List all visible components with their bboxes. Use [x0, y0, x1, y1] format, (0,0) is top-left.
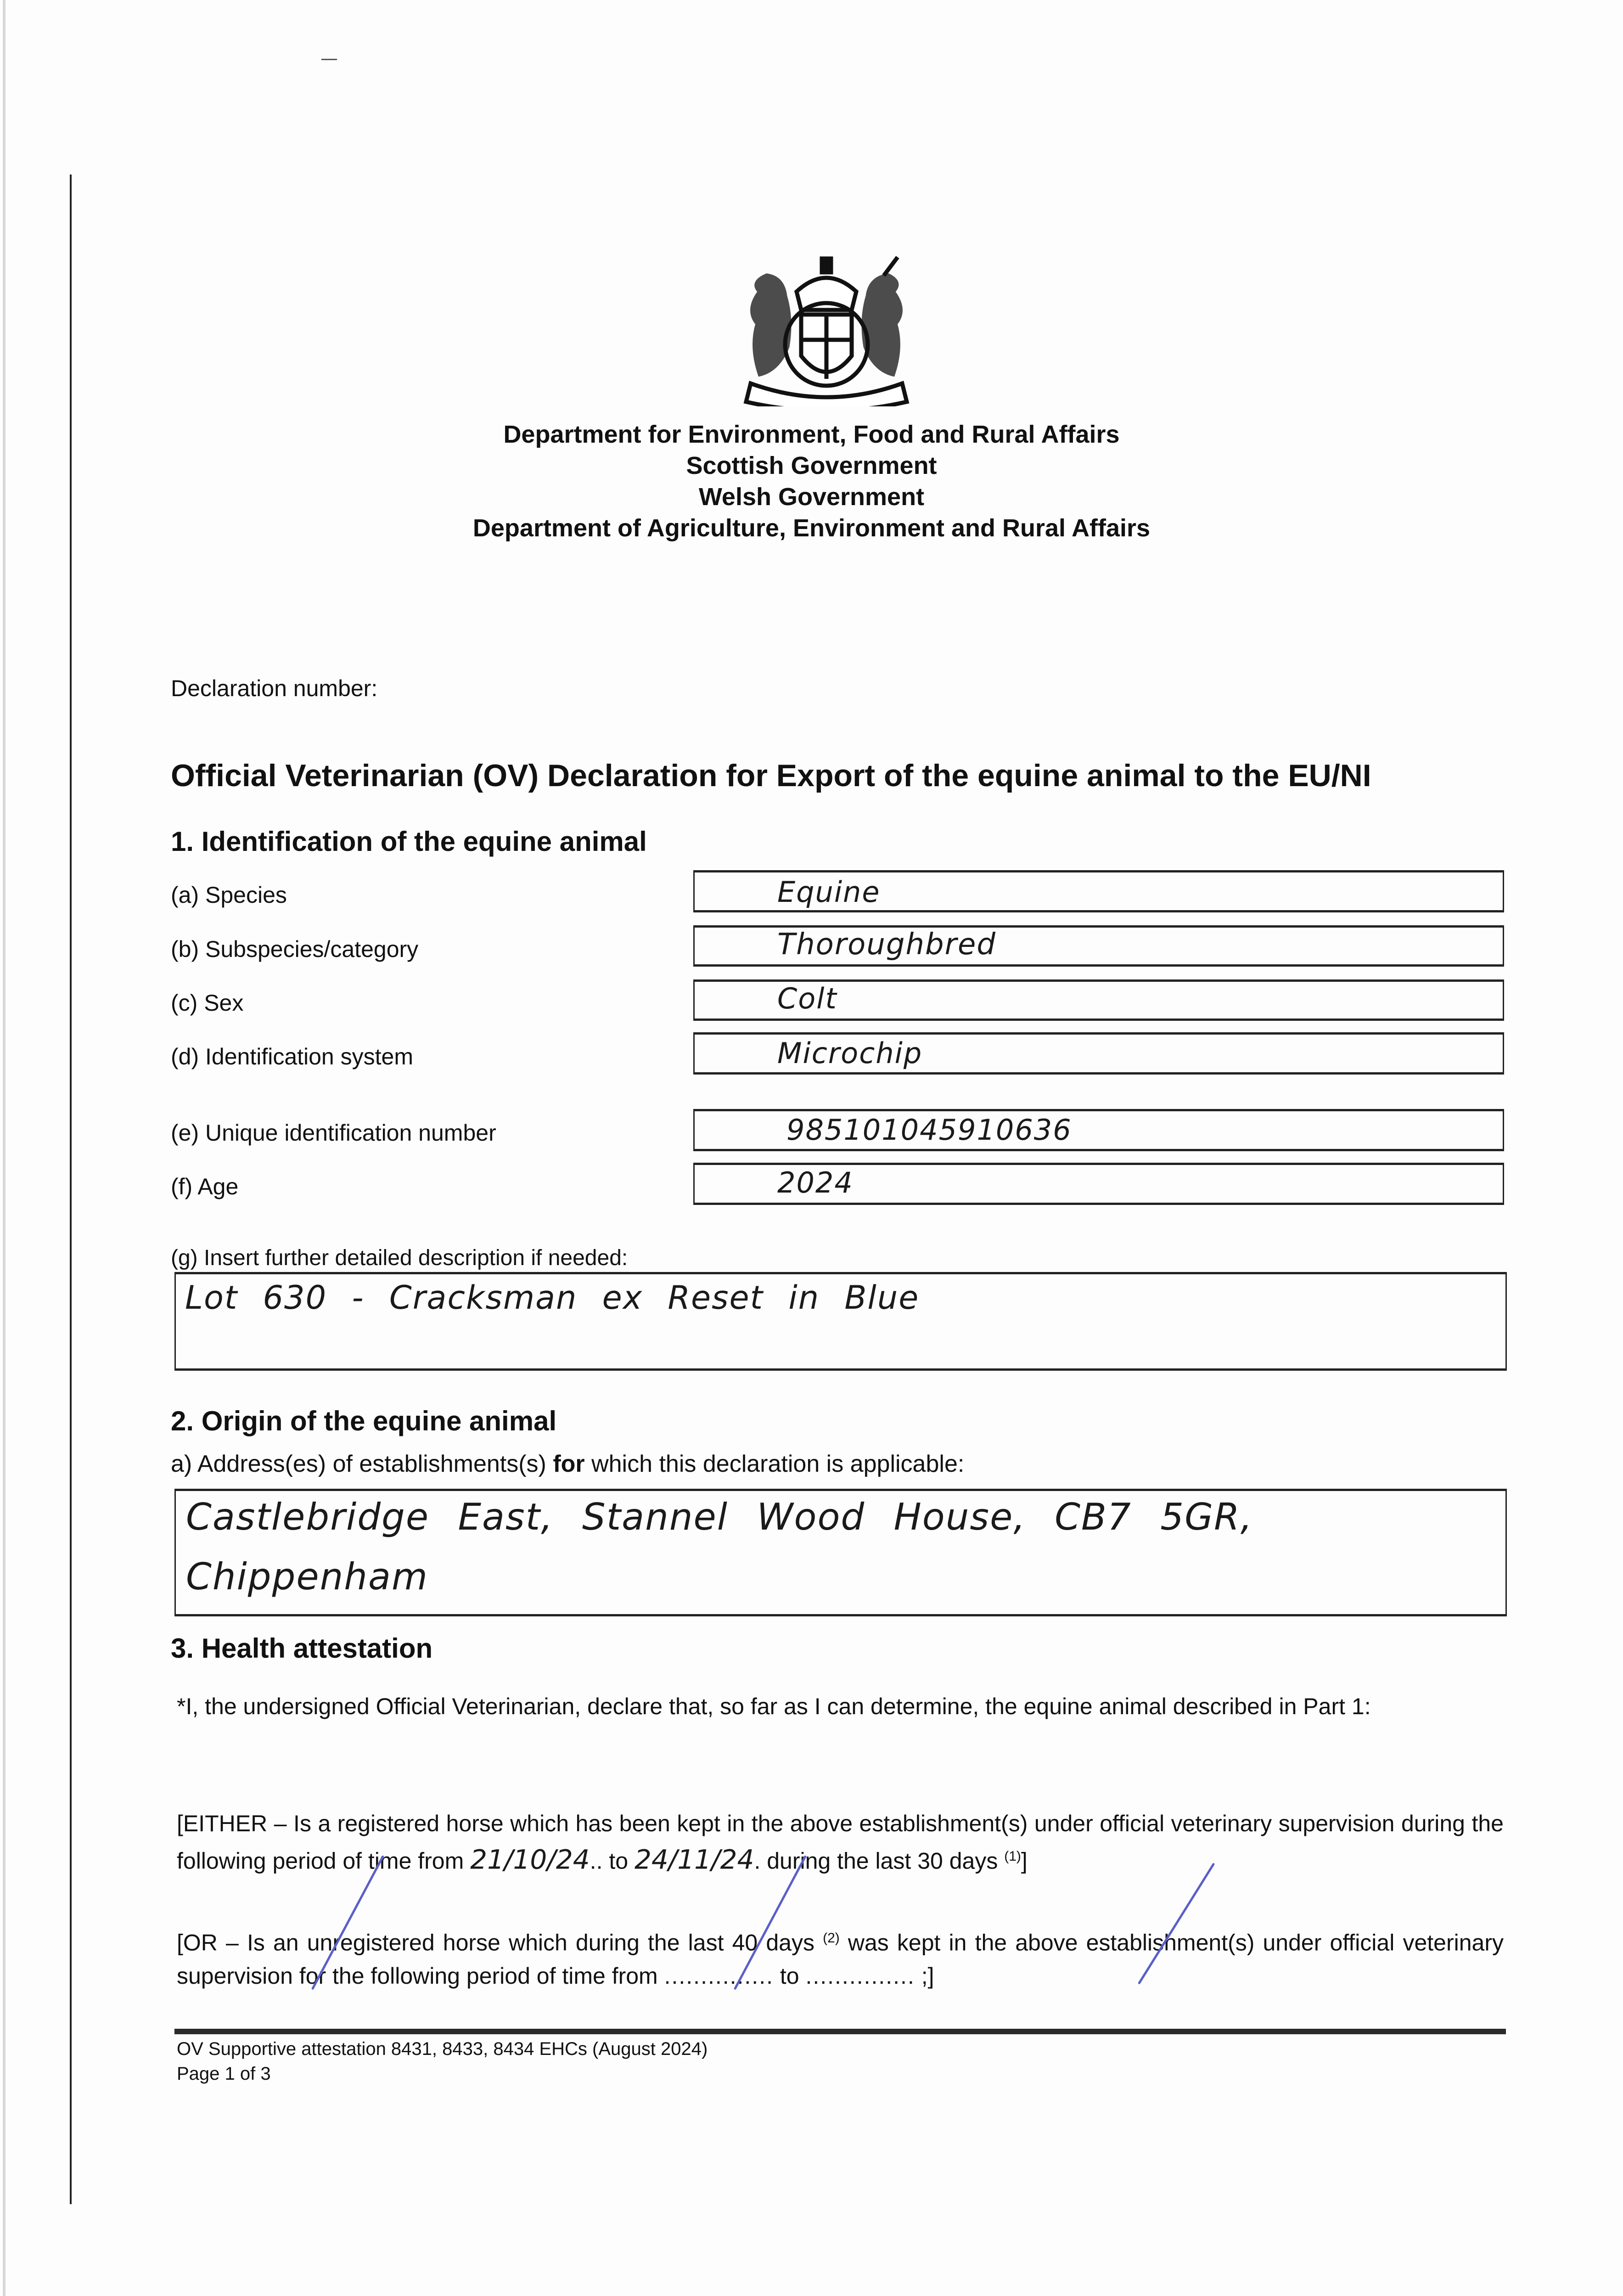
- either-text: [EITHER – Is a registered horse which has been kept in the above establishment(s) under official veterinary supervision during the following period of time from: [177, 1811, 1504, 1874]
- department-daera: Department of Agriculture, Environment and Rural Affairs: [472, 514, 1151, 542]
- section-1-title: 1. Identification of the equine animal: [171, 826, 647, 857]
- field-uid[interactable]: [693, 1109, 1504, 1151]
- field-subspecies[interactable]: [693, 925, 1504, 967]
- either-from-date[interactable]: 21/10/24: [470, 1844, 590, 1875]
- scan-mark: [321, 59, 337, 60]
- royal-coat-of-arms-icon: [732, 255, 921, 406]
- or-text-2: was kept in the above establishment(s) under official veterinary supervision for the following period of time from: [177, 1930, 1504, 1989]
- field-sex-value: Colt: [777, 982, 837, 1015]
- page-number: Page 1 of 3: [177, 2064, 271, 2084]
- address-label: [171, 1450, 964, 1478]
- field-species[interactable]: [693, 870, 1504, 912]
- address-label-pre: a) Address(es) of establishments(s): [171, 1451, 553, 1477]
- address-line-1: Castlebridge East, Stannel Wood House, CB7 5GR,: [186, 1496, 1253, 1538]
- footer: [177, 2037, 708, 2086]
- or-clause: [177, 1922, 1504, 1992]
- description-field[interactable]: [174, 1272, 1507, 1371]
- either-close: ]: [1021, 1848, 1028, 1874]
- scan-edge: [3, 0, 6, 2296]
- department-list: [0, 419, 1623, 544]
- footnote-1: (1): [1004, 1849, 1021, 1864]
- section-2-title: 2. Origin of the equine animal: [171, 1406, 557, 1436]
- field-label-sex: (c) Sex: [171, 990, 244, 1016]
- or-close: ;]: [915, 1963, 934, 1989]
- section-3-title: 3. Health attestation: [171, 1633, 433, 1664]
- department-defra: Department for Environment, Food and Rural Affairs: [503, 421, 1120, 448]
- or-from-date[interactable]: ...............: [664, 1963, 774, 1989]
- field-label-subspecies: (b) Subspecies/category: [171, 936, 419, 962]
- field-label-age: (f) Age: [171, 1174, 239, 1199]
- page-title: Official Veterinarian (OV) Declaration for Export of the equine animal to the EU/NI: [171, 758, 1371, 793]
- field-subspecies-value: Thoroughbred: [777, 928, 996, 962]
- either-suffix: . during the last 30 days: [754, 1848, 1005, 1874]
- footnote-2: (2): [823, 1930, 840, 1946]
- or-to-text: to: [773, 1963, 806, 1989]
- either-to-text: .. to: [590, 1848, 635, 1874]
- declaration-number: [171, 675, 377, 702]
- address-field[interactable]: [174, 1489, 1507, 1616]
- field-label-uid: (e) Unique identification number: [171, 1120, 496, 1146]
- or-to-date[interactable]: ...............: [805, 1963, 915, 1989]
- field-label-species: (a) Species: [171, 882, 287, 908]
- department-welsh-gov: Welsh Government: [698, 483, 925, 511]
- field-age[interactable]: [693, 1163, 1504, 1205]
- field-id-system-value: Microchip: [777, 1036, 923, 1070]
- field-label-id-system: (d) Identification system: [171, 1044, 413, 1069]
- footer-reference: OV Supportive attestation 8431, 8433, 8434 EHCs (August 2024): [177, 2039, 708, 2059]
- address-line-2: Chippenham: [186, 1555, 428, 1598]
- either-to-date[interactable]: 24/11/24: [634, 1844, 754, 1875]
- description-value: Lot 630 - Cracksman ex Reset in Blue: [185, 1279, 920, 1317]
- health-intro: *I, the undersigned Official Veterinarian, declare that, so far as I can determine, the equine animal described in Part 1:: [177, 1694, 1371, 1719]
- declaration-number-label: Declaration number:: [171, 675, 378, 701]
- field-id-system[interactable]: [693, 1032, 1504, 1075]
- address-label-post: which this declaration is applicable:: [584, 1451, 965, 1477]
- address-label-for: for: [553, 1451, 585, 1477]
- field-uid-value: 985101045910636: [786, 1113, 1072, 1147]
- department-scottish-gov: Scottish Government: [686, 452, 937, 479]
- description-label: (g) Insert further detailed description if needed:: [171, 1246, 628, 1270]
- field-species-value: Equine: [777, 875, 881, 909]
- footer-rule: [174, 2029, 1506, 2034]
- field-sex[interactable]: [693, 979, 1504, 1021]
- field-age-value: 2024: [777, 1166, 854, 1199]
- or-text: [OR – Is an unregistered horse which during the last 40 days: [177, 1930, 823, 1956]
